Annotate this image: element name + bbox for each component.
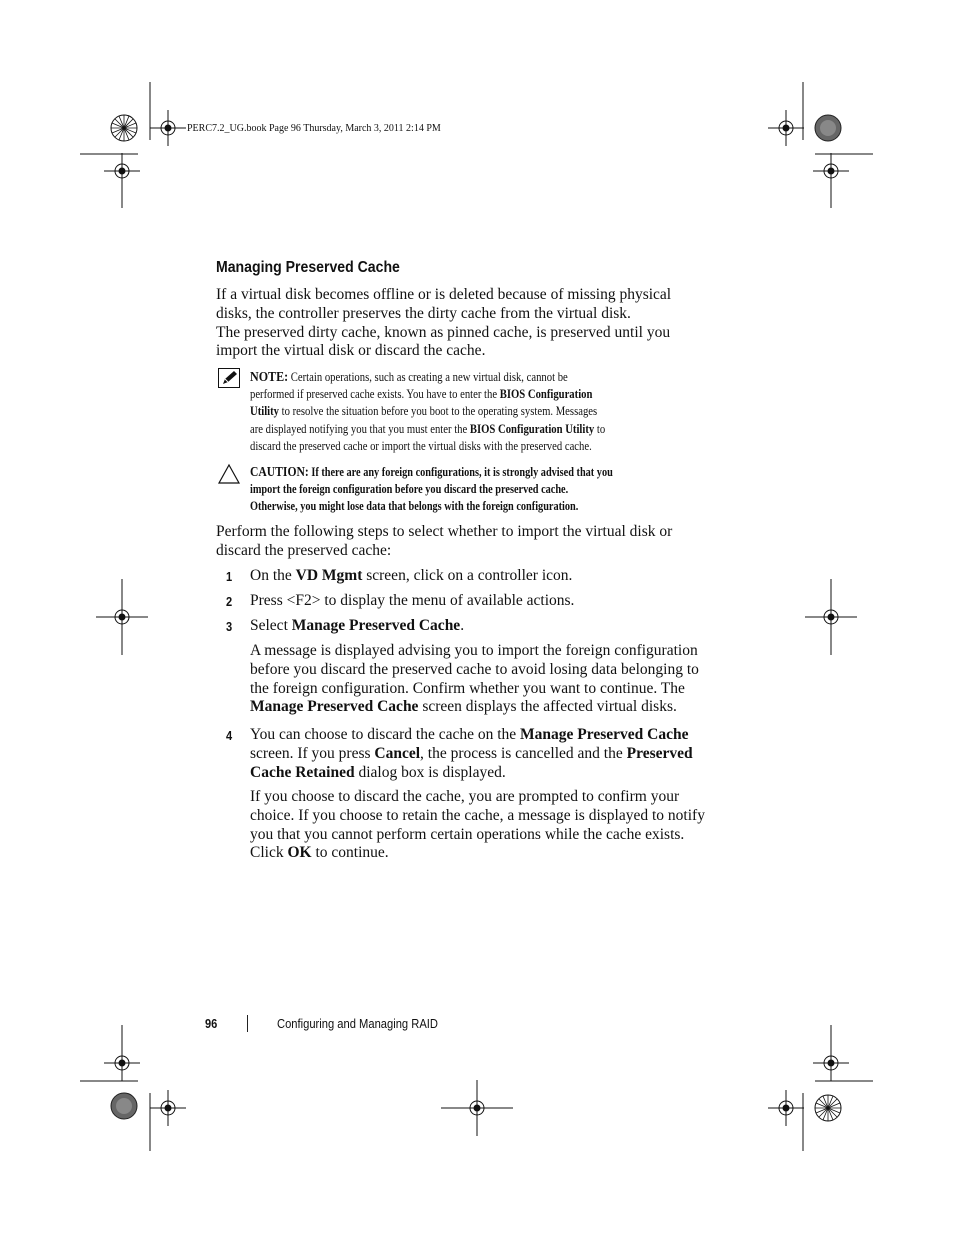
step-4-detail bbox=[250, 788, 705, 863]
note-text: are displayed notifying you that you must enter the bbox=[250, 421, 470, 436]
note-text: to resolve the situation before you boot to the operating system. Messages bbox=[279, 404, 598, 419]
step-text: Select bbox=[250, 617, 292, 634]
detail-text: Click bbox=[250, 844, 288, 862]
ui-term: Cache Retained bbox=[250, 763, 355, 781]
step-text: You can choose to discard the cache on the bbox=[250, 726, 521, 743]
perform-line: discard the preserved cache: bbox=[216, 541, 392, 559]
detail-line: the foreign configuration. Confirm whether you want to continue. The bbox=[250, 679, 685, 697]
note-label: NOTE: bbox=[250, 370, 289, 385]
caution-text: Otherwise, you might lose data that belongs with the foreign configuration. bbox=[250, 499, 579, 514]
ui-term: Cancel bbox=[374, 744, 421, 762]
step-text: On the bbox=[250, 567, 296, 584]
detail-line: you that you cannot perform certain operations while the cache exists. bbox=[250, 825, 685, 843]
detail-line: If you choose to discard the cache, you are prompted to confirm your bbox=[250, 788, 680, 805]
ui-term: Manage Preserved Cache bbox=[250, 698, 419, 716]
ui-term: Manage Preserved Cache bbox=[520, 726, 689, 743]
step-text: dialog box is displayed. bbox=[354, 763, 506, 781]
ui-term: Preserved bbox=[626, 744, 693, 762]
section-title: Managing Preserved Cache bbox=[216, 259, 400, 276]
step-3-text bbox=[250, 617, 464, 636]
detail-line: A message is displayed advising you to import the foreign configuration bbox=[250, 642, 698, 659]
note-bios-term: Utility bbox=[250, 404, 280, 419]
note-text: to bbox=[594, 421, 606, 436]
intro-paragraph bbox=[216, 286, 671, 361]
book-header-line: PERC7.2_UG.book Page 96 Thursday, March 3, 2011 2:14 PM bbox=[187, 123, 441, 134]
note-text: performed if preserved cache exists. You have to enter the bbox=[250, 387, 500, 402]
caution-text: If there are any foreign configurations, it is strongly advised that you bbox=[308, 465, 613, 479]
step-3-detail bbox=[250, 642, 699, 717]
caution-block bbox=[250, 464, 687, 516]
detail-line: before you discard the preserved cache to avoid losing data belonging to bbox=[250, 660, 699, 678]
intro-line: disks, the controller preserves the dirty cache from the virtual disk. bbox=[216, 304, 631, 322]
step-text: . bbox=[460, 617, 465, 634]
perform-line: Perform the following steps to select whether to import the virtual disk or bbox=[216, 523, 673, 540]
note-pencil-icon bbox=[218, 368, 240, 388]
step-number: 4 bbox=[226, 728, 233, 743]
footer-divider bbox=[247, 1015, 248, 1032]
ui-term: VD Mgmt bbox=[295, 567, 363, 584]
ui-term: Manage Preserved Cache bbox=[291, 617, 461, 634]
step-1-text bbox=[250, 567, 572, 586]
intro-line: import the virtual disk or discard the cache. bbox=[216, 342, 486, 360]
step-4-text bbox=[250, 726, 693, 782]
note-bios-term: BIOS Configuration bbox=[499, 387, 593, 402]
detail-text: screen displays the affected virtual disks. bbox=[418, 698, 677, 716]
step-text: screen. If you press bbox=[250, 744, 375, 762]
note-text: Certain operations, such as creating a new virtual disk, cannot be bbox=[288, 370, 568, 384]
intro-line: If a virtual disk becomes offline or is deleted because of missing physical bbox=[216, 286, 672, 303]
step-number: 3 bbox=[226, 619, 233, 634]
ui-term: OK bbox=[287, 844, 312, 862]
step-text: , the process is cancelled and the bbox=[420, 744, 627, 762]
step-number: 1 bbox=[226, 569, 233, 584]
detail-line: choice. If you choose to retain the cache, a message is displayed to notify bbox=[250, 806, 705, 824]
note-bios-term: BIOS Configuration Utility bbox=[469, 421, 595, 436]
caution-triangle-icon bbox=[217, 463, 241, 485]
detail-text: to continue. bbox=[311, 844, 389, 862]
step-number: 2 bbox=[226, 594, 233, 609]
note-block bbox=[250, 369, 663, 455]
perform-paragraph bbox=[216, 523, 672, 561]
step-2-text: Press <F2> to display the menu of available actions. bbox=[250, 592, 575, 609]
step-text: screen, click on a controller icon. bbox=[362, 567, 573, 584]
page-number: 96 bbox=[205, 1016, 218, 1031]
chapter-title: Configuring and Managing RAID bbox=[277, 1016, 438, 1031]
intro-line: The preserved dirty cache, known as pinned cache, is preserved until you bbox=[216, 323, 671, 341]
note-text: discard the preserved cache or import the virtual disks with the preserved cache. bbox=[250, 438, 592, 453]
caution-label: CAUTION: bbox=[250, 465, 309, 480]
caution-text: import the foreign configuration before you discard the preserved cache. bbox=[250, 482, 569, 497]
